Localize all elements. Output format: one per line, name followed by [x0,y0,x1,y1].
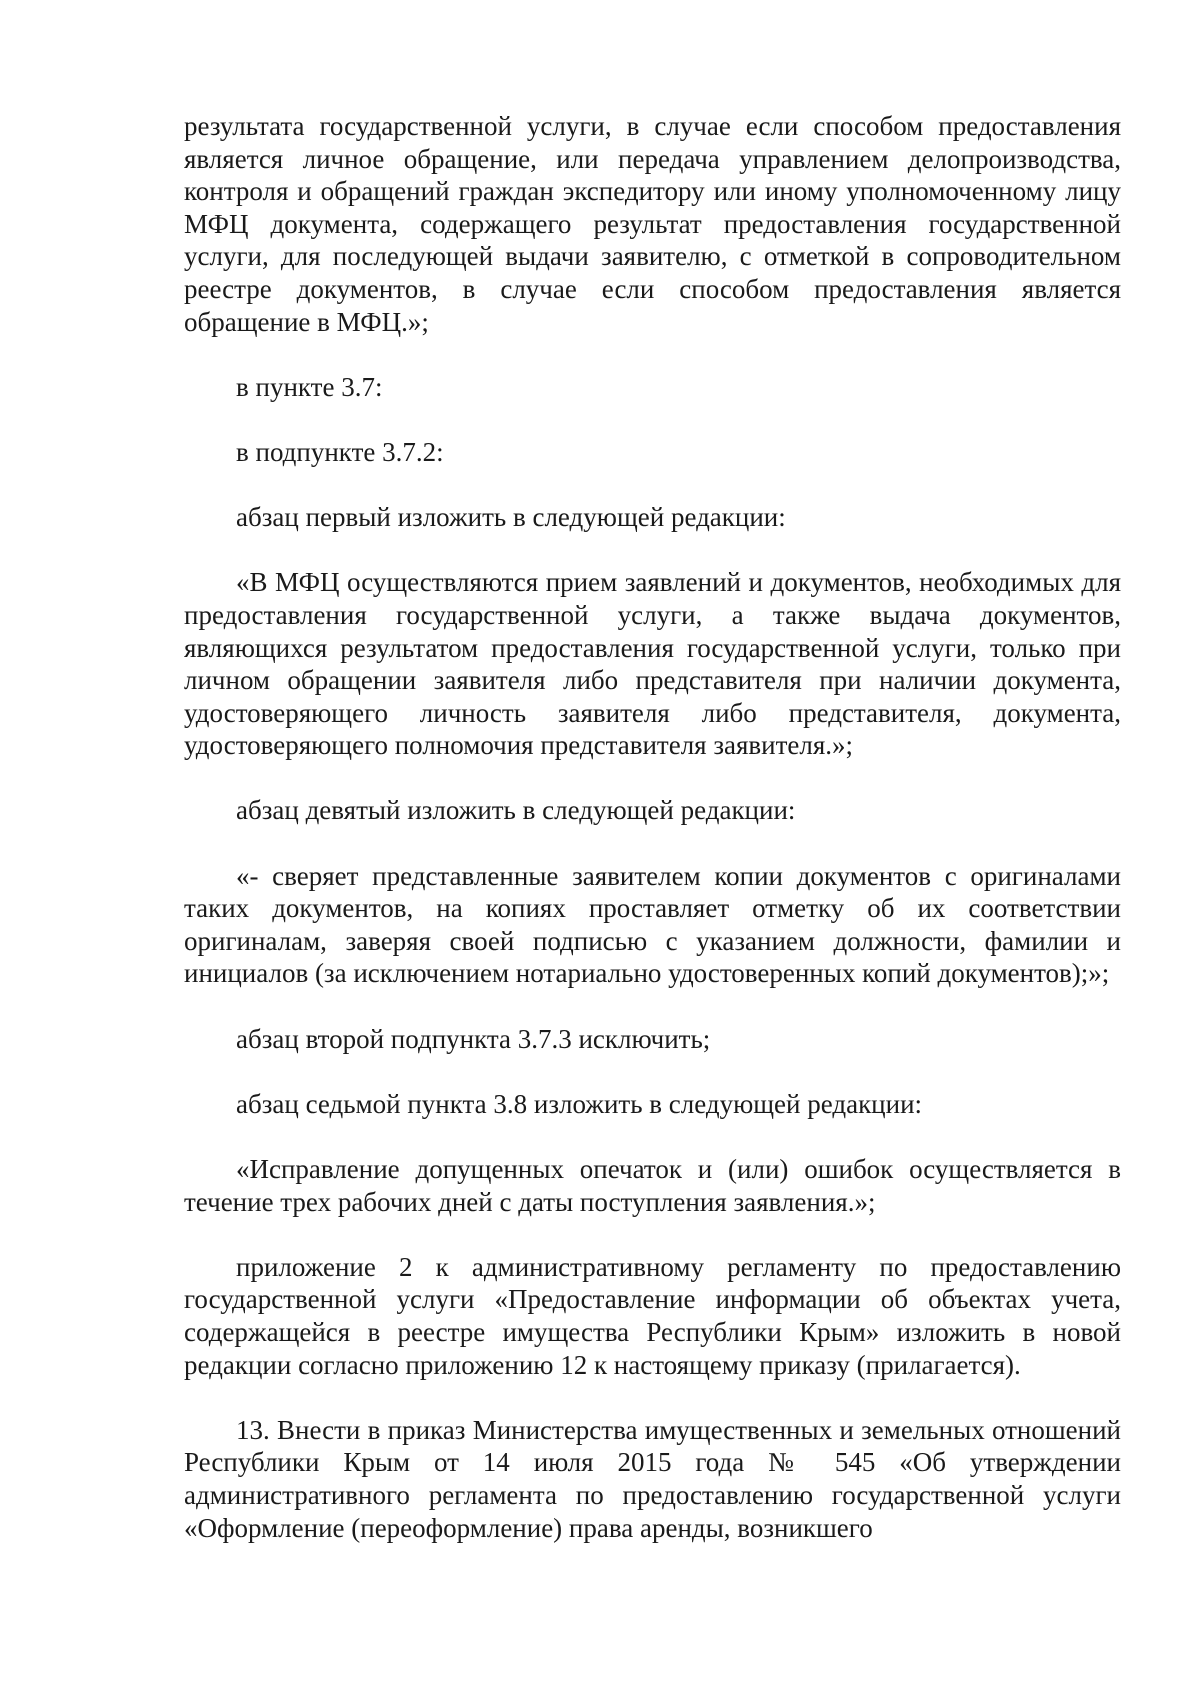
paragraph-exclude-3-7-3: абзац второй подпункта 3.7.3 исключить; [236,1023,711,1054]
paragraph-result-delivery: результата государственной услуги, в случае если способом предоставления является личное обращение, или передача управлением делопроизводства, контроля и обращений граждан экспедитору или иному уполномоченному лицу МФЦ документа, содержащего результат предоставления государственной услуги, для последующей выдачи заявителю, с отметкой в сопроводительном реестре документов, в случае если способом предоставления является обращение в МФЦ.»; [184,111,1121,337]
paragraph-item-13: 13. Внести в приказ Министерства имущественных и земельных отношений Республики Крым от 14 июля 2015 года № 545 «Об утверждении административного регламента по предоставлению государственной услуги «Оформление (переоформление) права аренды, возникшего [184,1414,1121,1543]
paragraph-first-abzac-instruction: абзац первый изложить в следующей редакции: [236,502,786,533]
paragraph-clause-3-7: в пункте 3.7: [236,371,383,402]
paragraph-correction-errors: «Исправление допущенных опечаток и (или) ошибок осуществляется в течение трех рабочих дней с даты поступления заявления.»; [184,1154,1121,1217]
paragraph-mfc-reception: «В МФЦ осуществляются прием заявлений и документов, необходимых для предоставления государственной услуги, а также выдача документов, являющихся результатом предоставления государственной услуги, только при личном обращении заявителя либо представителя при наличии документа, удостоверяющего личность заявителя либо представителя, документа, удостоверяющего полномочия представителя заявителя.»; [184,567,1121,761]
document-page [184,110,1121,1544]
paragraph-subclause-3-7-2: в подпункте 3.7.2: [236,436,444,467]
paragraph-seventh-abzac-3-8: абзац седьмой пункта 3.8 изложить в следующей редакции: [236,1088,923,1119]
paragraph-verify-copies: «- сверяет представленные заявителем копии документов с оригиналами таких документов, на копиях проставляет отметку об их соответствии оригиналам, заверяя своей подписью с указанием должности, фамилии и инициалов (за исключением нотариально удостоверенных копий документов);»; [184,860,1121,989]
paragraph-ninth-abzac-instruction: абзац девятый изложить в следующей редакции: [236,795,796,826]
paragraph-appendix-2: приложение 2 к административному регламенту по предоставлению государственной услуги «Предоставление информации об объектах учета, содержащейся в реестре имущества Республики Крым» изложить в новой редакции согласно приложению 12 к настоящему приказу (прилагается). [184,1251,1121,1380]
